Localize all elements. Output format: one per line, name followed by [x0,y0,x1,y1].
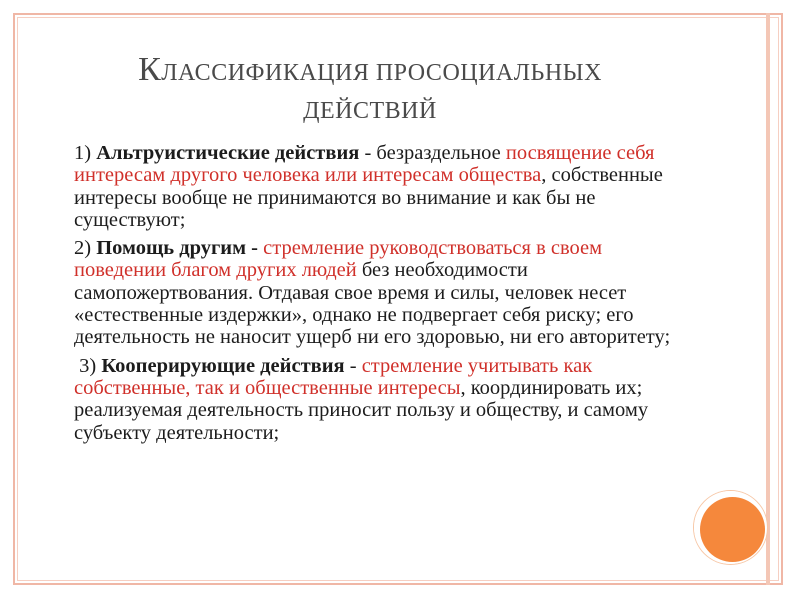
paragraph-highlight: посвящение себя интересам другого человека или интересам общества [74,142,655,187]
paragraph-term: Помощь другим - [96,237,264,260]
paragraph-dash: - [344,354,362,377]
paragraph-term: Кооперирующие действия [101,354,345,377]
paragraph-term: Альтруистические действия [96,142,360,164]
paragraph-number: 2) [74,237,97,260]
paragraph-dash: - [359,142,377,164]
slide-title [90,52,650,129]
paragraph-text-after: , собственные интересы вообще не принимаются во внимание и как бы не существуют; [74,164,663,231]
title-first-letter: К [138,51,162,88]
paragraph-cooperative [74,355,684,444]
decorative-side-bar [766,13,770,585]
paragraph-text-after: без необходимости самопожертвования. Отдавая свое время и силы, человек несет «естественные издержки», однако не подвергает себя риску; его деятельность не наносит ущерб ни его здоровью, ни его авторитету; [74,259,671,349]
paragraph-text-after: , координировать их; реализуемая деятельность приносит пользу и обществу, и самому субъекту деятельности; [74,376,649,444]
paragraph-highlight: стремление руководствоваться в своем поведении благом других людей [74,237,603,282]
paragraph-number: 1) [74,142,97,164]
paragraph-help-others [74,237,684,348]
paragraph-altruistic [74,142,684,231]
slide-body [74,142,684,450]
paragraph-number: 3) [74,354,102,377]
paragraph-text-before: безраздельное [376,142,506,164]
title-rest: ЛАССИФИКАЦИЯ ПРОСОЦИАЛЬНЫХ ДЕЙСТВИЙ [161,60,602,124]
decorative-orange-circle [700,497,765,562]
paragraph-highlight: стремление учитывать как собственные, так и общественные интересы [74,354,593,399]
